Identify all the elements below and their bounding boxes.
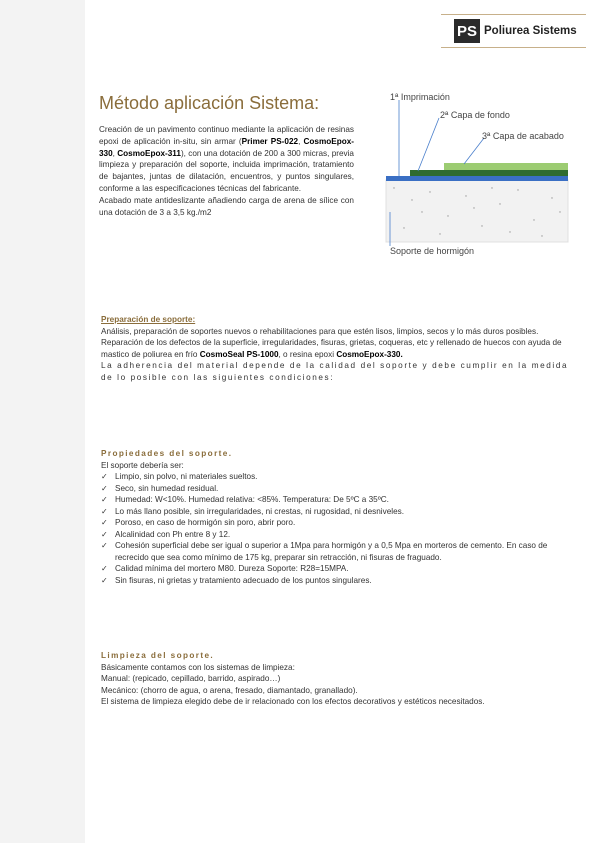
check-icon: ✓ [101, 529, 108, 539]
list-item [101, 529, 571, 541]
list-item [101, 506, 571, 518]
propiedades-section [101, 448, 571, 586]
check-icon: ✓ [101, 483, 108, 493]
list-item [101, 471, 571, 483]
label-imprimacion: 1ª Imprimación [390, 92, 450, 102]
intro-text-3: Acabado mate antideslizante añadiendo carga de arena de sílice con una dotación de 3 a 3,5 kg./m2 [99, 195, 354, 217]
layer-primer [386, 176, 568, 181]
check-icon: ✓ [101, 506, 108, 516]
logo-mark: PS [454, 19, 480, 43]
page-title: Método aplicación Sistema: [99, 93, 320, 113]
company-logo [441, 14, 586, 48]
propiedades-title: Propiedades del soporte. [101, 449, 233, 458]
label-capa-fondo: 2ª Capa de fondo [440, 110, 510, 120]
logo-name: Poliurea Sistems [484, 25, 577, 37]
label-soporte: Soporte de hormigón [390, 246, 475, 256]
separator: , [298, 136, 304, 146]
propiedades-intro: El soporte debería ser: [101, 460, 184, 470]
limpieza-line: Básicamente contamos con los sistemas de limpieza: [101, 662, 295, 672]
layer-finish [444, 163, 568, 170]
preparacion-p3: La adherencia del material depende de la calidad del soporte y debe cumplir en la medida de lo posible con las siguientes condiciones: [101, 361, 569, 382]
product-cosmoseal: CosmoSeal PS-1000 [199, 349, 279, 359]
list-item [101, 575, 571, 587]
product-cosmoepox-311: CosmoEpox-311 [117, 148, 181, 158]
preparacion-p2-text-2: , o resina epoxi [278, 349, 337, 359]
list-item-text: Cohesión superficial debe ser igual o superior a 1Mpa para hormigón y a 0,5 Mpa en morteros de cemento. En caso de recrecido que sea como mínimo de 175 kg, preparar sin retracción, ni fisuras de fraguado. [115, 541, 548, 562]
list-item-text: Humedad: W<10%. Humedad relativa: <85%. Temperatura: De 5ºC a 35ºC. [115, 495, 389, 504]
product-primer: Primer PS-022 [241, 136, 299, 146]
limpieza-line: Manual: (repicado, cepillado, barrido, aspirado…) [101, 674, 281, 683]
limpieza-line: El sistema de limpieza elegido debe de ir relacionado con los efectos decorativos y estéticos necesitados. [101, 697, 485, 706]
layer-diagram [382, 88, 572, 260]
list-item-text: Seco, sin humedad residual. [115, 483, 219, 493]
preparacion-p1: Análisis, preparación de soportes nuevos o rehabilitaciones para que estén lisos, limpios, secos y lo más duros posibles. [101, 326, 539, 336]
intro-text-1: Creación de un pavimento continuo mediante la aplicación de resinas epoxi de aplicación in-situ, sin armar ( [99, 125, 354, 146]
product-cosmoepox-330-b: CosmoEpox-330. [336, 349, 403, 359]
preparacion-section [101, 314, 571, 383]
limpieza-line: Mecánico: (chorro de agua, o arena, fresado, diamantado, granallado). [101, 685, 358, 695]
list-item-text: Calidad mínima del mortero M80. Dureza Soporte: R28=15MPA. [115, 564, 349, 573]
check-icon: ✓ [101, 575, 108, 585]
list-item-text: Poroso, en caso de hormigón sin poro, abrir poro. [115, 518, 296, 527]
list-item [101, 517, 571, 529]
check-icon: ✓ [101, 564, 108, 573]
list-item-text: Limpio, sin polvo, ni materiales sueltos. [115, 472, 258, 481]
list-item [101, 540, 571, 563]
separator: , [112, 148, 118, 158]
list-item-text: Sin fisuras, ni grietas y tratamiento adecuado de los puntos singulares. [115, 575, 372, 585]
label-capa-acabado: 3ª Capa de acabado [482, 131, 564, 141]
list-item [101, 563, 571, 575]
list-item [101, 494, 571, 506]
preparacion-p2-text: Reparación de los defectos de la superficie, irregularidades, fisuras, grietas, coqueras, etc y rellenado de huecos con ayuda de mastico de poliurea en frío [101, 338, 562, 359]
check-icon: ✓ [101, 472, 108, 481]
list-item-text: Lo más llano posible, sin irregularidades, ni crestas, ni rugosidad, ni desniveles. [115, 506, 404, 516]
preparacion-p2 [101, 337, 571, 360]
limpieza-title: Limpieza del soporte. [101, 651, 215, 660]
intro-text-2: ), con una dotación de 200 a 300 micras, previa limpieza y preparación del soporte, incluida imprimación, tratamiento de bajantes, juntas de dilatación, encuentros, y puntos singulares, conforme a las especificaciones técnicas del fabricante. [99, 148, 354, 193]
limpieza-section [101, 650, 571, 708]
concrete-support [386, 180, 568, 242]
intro-paragraph [99, 124, 354, 218]
propiedades-list [101, 471, 571, 586]
layer-base [410, 170, 568, 176]
product-cosmoepox-330: CosmoEpox-330 [99, 136, 354, 158]
check-icon: ✓ [101, 518, 108, 527]
left-margin-band [0, 0, 85, 843]
preparacion-title: Preparación de soporte: [101, 315, 196, 324]
check-icon: ✓ [101, 541, 108, 550]
check-icon: ✓ [101, 495, 108, 504]
list-item [101, 483, 571, 495]
list-item-text: Alcalinidad con Ph entre 8 y 12. [115, 529, 231, 539]
